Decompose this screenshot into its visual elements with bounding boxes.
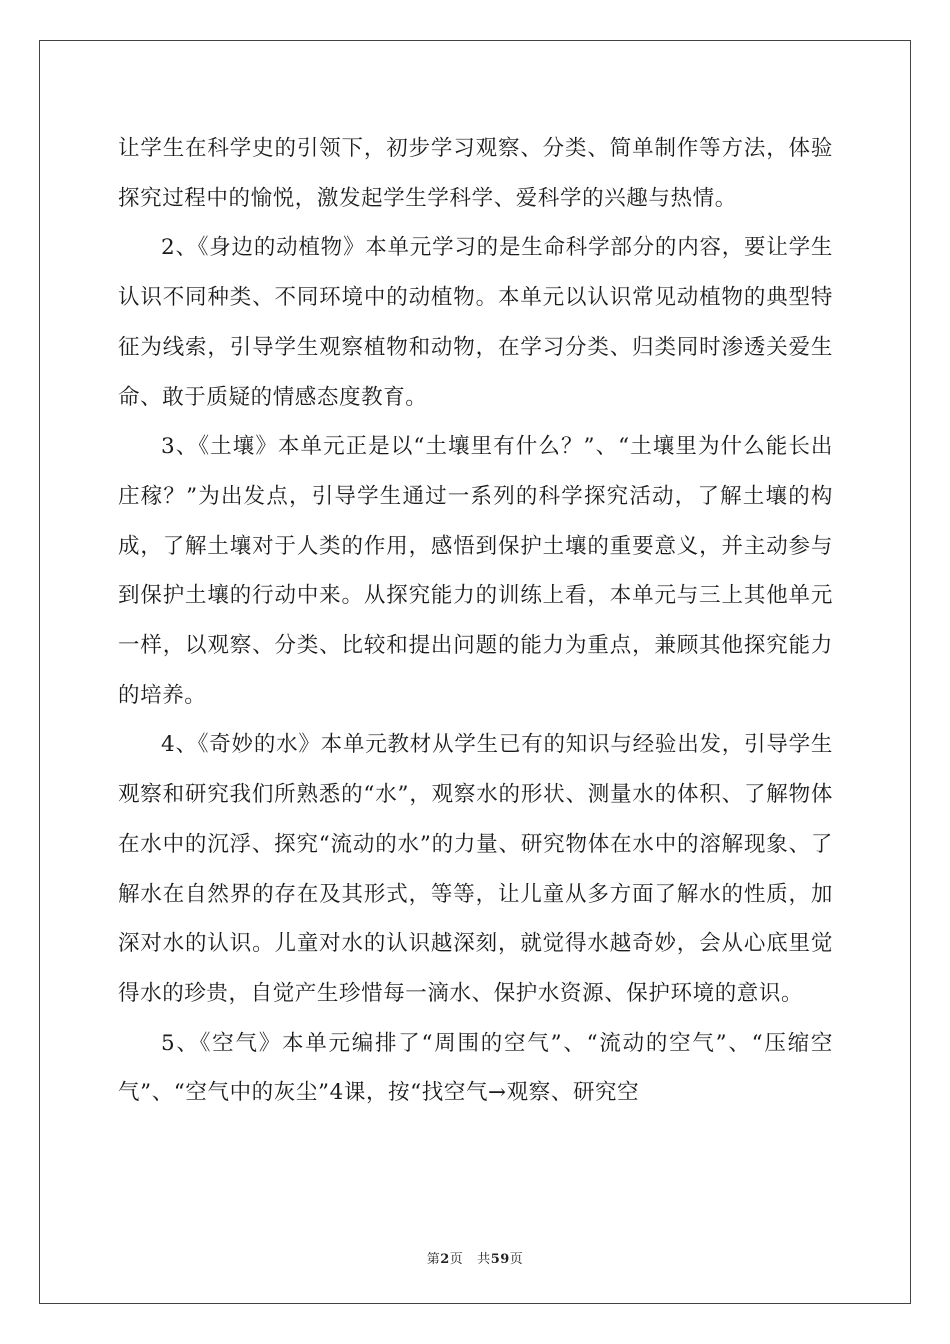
paragraph-5: 5、《空气》本单元编排了“周围的空气”、“流动的空气”、“压缩空气”、“空气中的灰尘”4课，按“找空气→观察、研究空: [118, 1030, 833, 1106]
paragraph-2: 2、《身边的动植物》本单元学习的是生命科学部分的内容，要让学生认识不同种类、不同环境中的动植物。本单元以认识常见动植物的典型特征为线索，引导学生观察植物和动物，在学习分类、归类同时渗透关爱生命、敢于质疑的情感态度教育。: [118, 235, 833, 410]
total-prefix: 共: [477, 1252, 491, 1267]
document-body: [118, 124, 833, 1118]
paragraph-4: 4、《奇妙的水》本单元教材从学生已有的知识与经验出发，引导学生观察和研究我们所熟悉的“水”，观察水的形状、测量水的体积、了解物体在水中的沉浮、探究“流动的水”的力量、研究物体在水中的溶解现象、了解水在自然界的存在及其形式，等等，让儿童从多方面了解水的性质，加深对水的认识。儿童对水的认识越深刻，就觉得水越奇妙，会从心底里觉得水的珍贵，自觉产生珍惜每一滴水、保护水资源、保护环境的意识。: [118, 732, 833, 1006]
total-suffix: 页: [509, 1252, 524, 1267]
total-page-count: 59: [490, 1252, 510, 1267]
page-footer: [0, 1248, 950, 1267]
paragraph-3: 3、《土壤》本单元正是以“土壤里有什么？”、“土壤里为什么能长出庄稼？”为出发点，引导学生通过一系列的科学探究活动，了解土壤的构成，了解土壤对于人类的作用，感悟到保护土壤的重要意义，并主动参与到保护土壤的行动中来。从探究能力的训练上看，本单元与三上其他单元一样，以观察、分类、比较和提出问题的能力为重点，兼顾其他探究能力的培养。: [118, 434, 833, 708]
paragraph-1: 让学生在科学史的引领下，初步学习观察、分类、简单制作等方法，体验探究过程中的愉悦，激发起学生学科学、爱科学的兴趣与热情。: [118, 136, 833, 211]
current-page-number: 2: [440, 1252, 450, 1267]
page-suffix: 页: [449, 1252, 464, 1267]
page-prefix: 第: [426, 1252, 441, 1267]
